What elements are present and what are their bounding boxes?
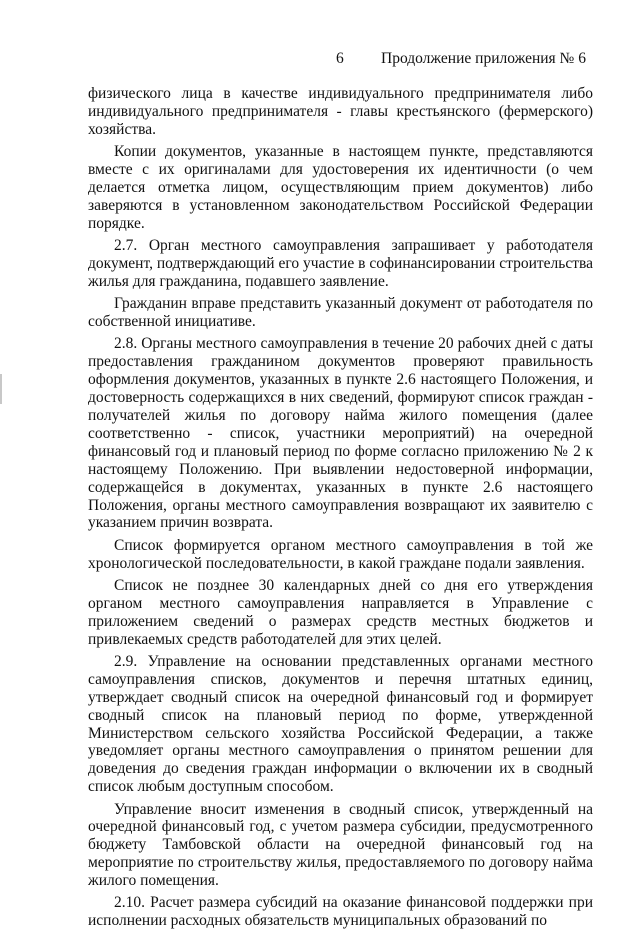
document-body: [88, 85, 593, 930]
paragraph-2-8: 2.8. Органы местного самоуправления в течение 20 рабочих дней с даты предоставления гражданином документов проверяют правильность оформления документов, указанных в пункте 2.6 настоящего Положения, и достоверность содержащихся в них сведений, формируют список граждан - получателей жилья по договору найма жилого помещения (далее соответственно - список, участники мероприятий) на очередной финансовый год и плановый период по форме согласно приложению № 2 к настоящему Положению. При выявлении недостоверной информации, содержащейся в документах, указанных в пункте 2.6 настоящего Положения, органы местного самоуправления возвращают их заявителю с указанием причин возврата.: [88, 335, 593, 532]
paragraph-continuation: физического лица в качестве индивидуального предпринимателя либо индивидуального предпринимателя - главы крестьянского (фермерского) хозяйства.: [88, 85, 593, 138]
paragraph-citizen-right: Гражданин вправе представить указанный документ от работодателя по собственной инициативе.: [88, 295, 593, 331]
paragraph-list-submission: Список не позднее 30 календарных дней со дня его утверждения органом местного самоуправления направляется в Управление с приложением сведений о размерах средств местных бюджетов и привлекаемых средств работодателей для этих целей.: [88, 576, 593, 648]
page-header: [0, 49, 640, 69]
paragraph-2-7: 2.7. Орган местного самоуправления запрашивает у работодателя документ, подтверждающий его участие в софинансировании строительства жилья для гражданина, подавшего заявление.: [88, 237, 593, 290]
scan-margin-mark: [0, 374, 2, 404]
page-number: 6: [336, 50, 344, 67]
paragraph-copies-of-documents: Копии документов, указанные в настоящем пункте, представляются вместе с их оригиналами для удостоверения их идентичности (о чем делается отметка лицом, осуществляющим прием документов) либо заверяются в установленном законодательством Российской Федерации порядке.: [88, 143, 593, 232]
paragraph-2-10: 2.10. Расчет размера субсидий на оказание финансовой поддержки при исполнении расходных обязательств муниципальных образований по: [88, 894, 593, 930]
appendix-continuation-note: Продолжение приложения № 6: [381, 50, 586, 67]
paragraph-list-changes: Управление вносит изменения в сводный список, утвержденный на очередной финансовый год, с учетом размера субсидии, предусмотренного бюджету Тамбовской области на очередной финансовый год на мероприятие по строительству жилья, предоставляемого по договору найма жилого помещения.: [88, 800, 593, 890]
paragraph-list-formation: Список формируется органом местного самоуправления в той же хронологической последовательности, в какой граждане подали заявления.: [88, 536, 593, 572]
paragraph-2-9: 2.9. Управление на основании представленных органами местного самоуправления списков, документов и перечня штатных единиц, утверждает сводный список на очередной финансовый год и формирует сводный список на плановый период по форме, утвержденной Министерством сельского хозяйства Российской Федерации, а также уведомляет органы местного самоуправления о принятом решении для доведения до сведения граждан информации о включении их в сводный список любым доступным способом.: [88, 652, 593, 796]
